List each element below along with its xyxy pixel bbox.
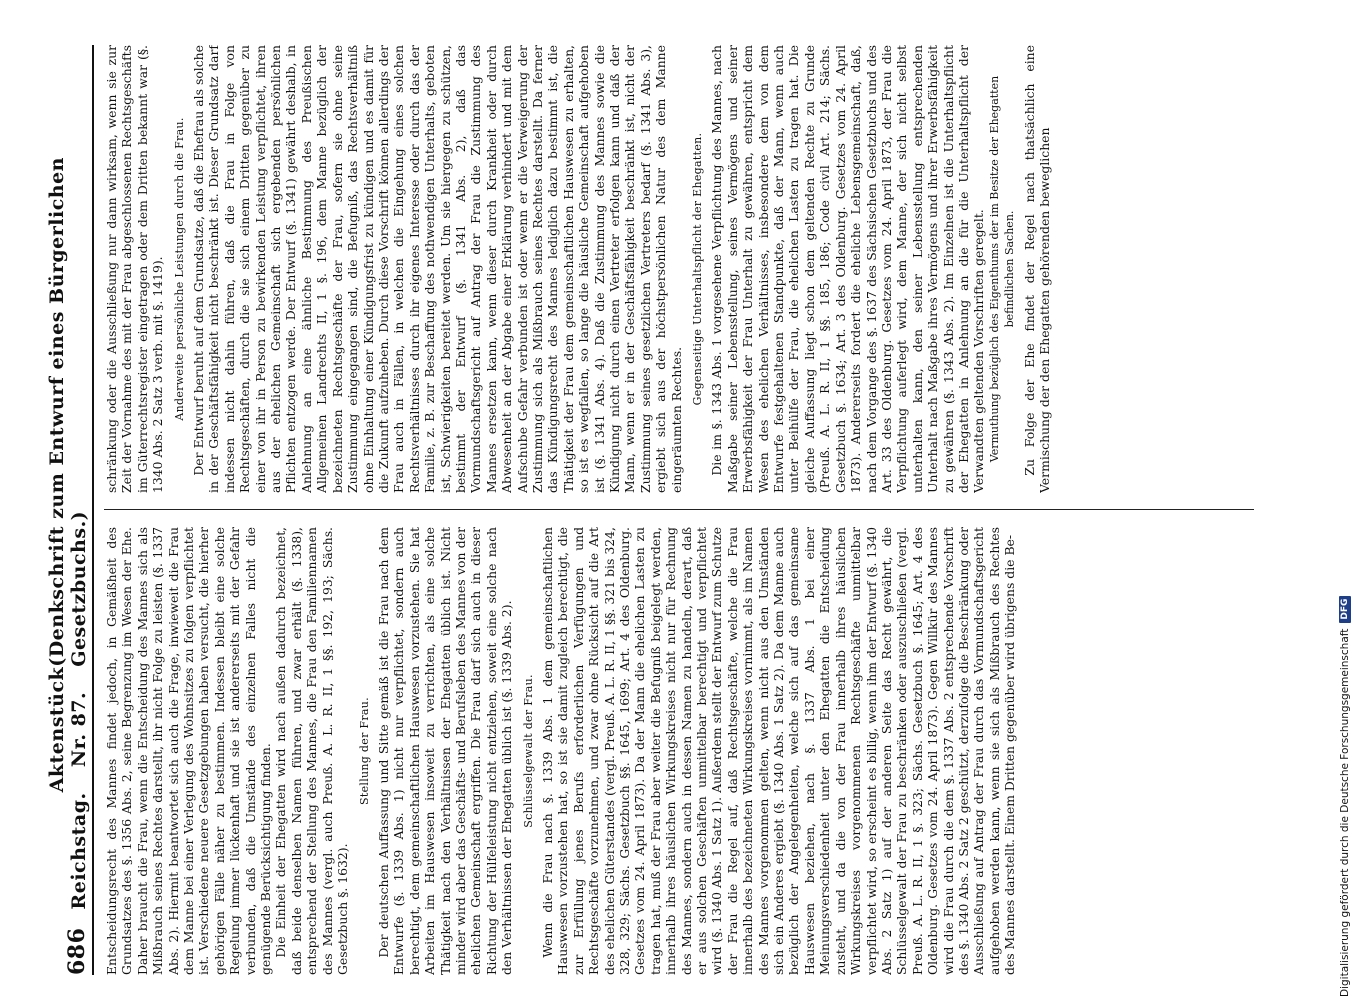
column-divider — [104, 509, 1254, 510]
digitization-text: Digitalisierung gefördert durch die Deutsche Forschungsgemeinschaft — [1339, 628, 1351, 997]
left-paragraph-1: Entscheidungsrecht des Mannes findet jedoch, in Gemäßheit des Grundsatzes des §. 1356 Abs. 2, seine Begrenzung im Wesen der Ehe. Daher braucht die Frau, wenn die Entscheidung des Mannes sich als Mißbrauch seines Rechtes darstellt, ihr nicht Folge zu leisten (§. 1337 Abs. 2). Hiermit beantwortet sich auch die Frage, inwieweit die Frau dem Manne bei einer Verlegung des Wohnsitzes zu folgen verpflichtet ist. Verschiedene neuere Gesetzgebungen haben versucht, die hierher gehörigen Fälle näher zu bestimmen. Indessen bleibt eine solche Regelung immer lückenhaft und sie ist andererseits mit der Gefahr verbunden, daß die Umstände des einzelnen Falles nicht die genügende Berücksichtigung finden. — [104, 527, 274, 975]
left-paragraph-3: Der deutschen Auffassung und Sitte gemäß ist die Frau nach dem Entwurfe (§. 1339 Abs. 1) nicht nur verpflichtet, sondern auch berechtigt, dem gemeinschaftlichen Hauswesen vorzustehen. Sie hat Arbeiten im Hauswesen insoweit zu verrichten, als eine solche Thätigkeit nach den Verhältnissen der Ehegatten üblich ist. Nicht minder wird aber das Geschäfts- und Berufsleben des Mannes von der ehelichen Gemeinschaft ergriffen. Die Frau darf sich auch in dieser Richtung der Hülfeleistung nicht entziehen, soweit eine solche nach den Verhältnissen der Ehegatten üblich ist (§. 1339 Abs. 2). — [375, 527, 515, 975]
dfg-logo: DFG — [1339, 596, 1351, 623]
page-header — [46, 45, 94, 975]
left-paragraph-2: Die Einheit der Ehegatten wird nach außen dadurch bezeichnet, daß beide denselben Namen führen, und zwar erhält (§. 1338), entsprechend der Stellung des Mannes, die Frau den Familiennamen des Mannes (vergl. auch Preuß. A. L. R. II, 1 §§. 192, 193; Sächs. Gesetzbuch §. 1632). — [273, 527, 351, 975]
right-subheading-3: Vermuthung bezüglich des Eigenthums der im Besitze der Ehegatten befindlichen Sachen. — [987, 75, 1017, 463]
header-title-right: (Denkschrift zum Entwurf eines Bürgerlichen Gesetzbuchs.) — [46, 157, 90, 667]
right-column — [104, 45, 1264, 493]
left-subheading-2: Schlüsselgewalt der Frau. — [521, 674, 535, 828]
left-column — [104, 527, 1264, 975]
right-paragraph-3: Die im §. 1343 Abs. 1 vorgesehene Verpflichtung des Mannes, nach Maßgabe seiner Lebensstellung, seines Vermögens und seiner Erwerbsfähigkeit der Frau Unterhalt zu gewähren, entspricht dem Wesen des ehelichen Verhältnisses, insbesondere dem von dem Entwurfe festgehaltenen Standpunkte, daß der Mann, wenn auch unter Beihülfe der Frau, die ehelichen Lasten zu tragen hat. Die gleiche Auffassung liegt schon dem geltenden Rechte zu Grunde (Preuß. A. L. R. II, 1 §§. 185, 186; Code civil Art. 214; Sächs. Gesetzbuch §. 1634; Art. 3 des Oldenburg. Gesetzes vom 24. April 1873). Andererseits fordert die eheliche Lebensgemeinschaft, daß, nach dem Vorgange des §. 1637 des Sächsischen Gesetzbuchs und des Art. 33 des Oldenburg. Gesetzes vom 24. April 1873, der Frau die Verpflichtung auferlegt wird, dem Manne, der sich nicht selbst unterhalten kann, den seiner Lebensstellung entsprechenden Unterhalt nach Maßgabe ihres Vermögens und ihrer Erwerbsfähigkeit zu gewähren (§. 1343 Abs. 2). Im Einzelnen ist die Unterhaltspflicht der Ehegatten in Anlehnung an die für die Unterhaltspflicht der Verwandten geltenden Vorschriften geregelt. — [709, 45, 987, 493]
header-title-mid: Aktenstück Nr. 87. — [46, 666, 90, 793]
document-page — [46, 45, 1270, 975]
right-paragraph-2: Der Entwurf beruht auf dem Grundsatze, daß die Ehefrau als solche in der Geschäftsfähigkeit nicht beschränkt ist. Dieser Grundsatz darf indessen nicht dahin führen, daß die Frau in Folge von Rechtsgeschäften, durch die sie sich einem Dritten gegenüber zu einer von ihr in Person zu bewirkenden Leistung verpflichtet, ihren aus der ehelichen Gemeinschaft sich ergebenden persönlichen Pflichten entzogen werde. Der Entwurf (§. 1341) gewährt deshalb, in Anlehnung an eine ähnliche Bestimmung des Preußischen Allgemeinen Landrechts II, 1 §. 196, dem Manne bezüglich der bezeichneten Rechtsgeschäfte der Frau, sofern sie ohne seine Zustimmung eingegangen sind, die Befugniß, das Rechtsverhältniß ohne Einhaltung einer Kündigungsfrist zu kündigen und es damit für die Zukunft aufzuheben. Durch diese Vorschrift können allerdings der Frau auch in Fällen, in welchen die Eingehung eines solchen Rechtsverhältnisses durch ihr eigenes Interesse oder durch das der Familie, z. B. zur Beschaffung des nothwendigen Unterhalts, geboten ist, Schwierigkeiten bereitet werden. Um sie hiergegen zu schützen, bestimmt der Entwurf (§. 1341 Abs. 2), daß das Vormundschaftsgericht auf Antrag der Frau die Zustimmung des Mannes ersetzen kann, wenn dieser durch Krankheit oder durch Abwesenheit an der Abgabe einer Erklärung verhindert und mit dem Aufschube Gefahr verbunden ist oder wenn er die Verweigerung der Zustimmung sich als Mißbrauch seines Rechtes darstellt. Da ferner das Kündigungsrecht des Mannes lediglich dazu bestimmt ist, die Thätigkeit der Frau dem gemeinschaftlichen Hauswesen zu erhalten, so ist es wegfallen, so lange die häusliche Gemeinschaft aufgehoben ist (§. 1341 Abs. 4). Daß die Zustimmung des Mannes sowie die Kündigung nicht durch einen Vertreter erfolgen kann und daß der Mann, wenn er in der Geschäftsfähigkeit beschränkt ist, nicht der Zustimmung seines gesetzlichen Vertreters bedarf (§. 1341 Abs. 3), ergiebt sich aus der höchstpersönlichen Natur des dem Manne eingeräumten Rechtes. — [191, 45, 684, 493]
page-number: 686 — [64, 927, 90, 975]
right-paragraph-4: Zu Folge der Ehe findet der Regel nach thatsächlich eine Vermischung der den Ehegatten gehörenden beweglichen — [1021, 45, 1052, 493]
right-subheading-1: Anderweite persönliche Leistungen durch die Frau. — [172, 117, 186, 421]
right-subheading-2: Gegenseitige Unterhaltspflicht der Ehegatten. — [691, 132, 705, 406]
header-title-left: Reichstag. — [68, 792, 90, 910]
digitization-note — [1339, 596, 1351, 997]
right-paragraph-1: schränkung oder die Ausschließung nur dann wirksam, wenn sie zur Zeit der Vornahme des mit der Frau abgeschlossenen Rechtsgeschäfts im Güterrechtsregister eingetragen oder dem Dritten bekannt war (§. 1340 Abs. 2 Satz 3 verb. mit §. 1419). — [104, 45, 166, 493]
left-subheading-1: Stellung der Frau. — [357, 697, 371, 805]
left-paragraph-4: Wenn die Frau nach §. 1339 Abs. 1 dem gemeinschaftlichen Hauswesen vorzustehen hat, so ist sie damit zugleich berechtigt, die zur Erfüllung jenes Berufs erforderlichen Verfügungen und Rechtsgeschäfte vorzunehmen, und zwar ohne Rücksicht auf die Art des ehelichen Güterstandes (vergl. Preuß. A. L. R. II, 1 §§. 321 bis 324, 328, 329; Sächs. Gesetzbuch §§. 1645, 1699; Art. 4 des Oldenburg. Gesetzes vom 24. April 1873). Da der Mann die ehelichen Lasten zu tragen hat, muß der Frau aber weiter die Befugniß beigelegt werden, innerhalb ihres häuslichen Wirkungskreises nicht nur für Rechnung des Mannes, sondern auch in dessen Namen zu handeln, derart, daß er aus solchen Geschäften unmittelbar berechtigt und verpflichtet wird (§. 1340 Abs. 1 Satz 1). Außerdem stellt der Entwurf zum Schutze der Frau die Regel auf, daß Rechtsgeschäfte, welche die Frau innerhalb des bezeichneten Wirkungskreises vornimmt, als im Namen des Mannes vorgenommen gelten, wenn nicht aus den Umständen sich ein Anderes ergiebt (§. 1340 Abs. 1 Satz 2). Da dem Manne auch bezüglich der Angelegenheiten, welche sich auf das gemeinsame Hauswesen beziehen, nach §. 1337 Abs. 1 bei einer Meinungsverschiedenheit unter den Ehegatten die Entscheidung zusteht, und da die von der Frau innerhalb ihres häuslichen Wirkungskreises vorgenommenen Rechtsgeschäfte unmittelbar verpflichtet wird, so erscheint es billig, wenn ihm der Entwurf (§. 1340 Abs. 2 Satz 1) auf der anderen Seite das Recht gewährt, die Schlüsselgewalt der Frau zu beschränken oder auszuschließen (vergl. Preuß. A. L. R. II, 1 §. 323; Sächs. Gesetzbuch §. 1645; Art. 4 des Oldenburg. Gesetzes vom 24. April 1873). Gegen Willkür des Mannes wird die Frau durch die dem §. 1337 Abs. 2 entsprechende Vorschrift des §. 1340 Abs. 2 Satz 2 geschützt, derzufolge die Beschränkung oder Ausschließung auf Antrag der Frau durch das Vormundschaftsgericht aufgehoben werden kann, wenn sie sich als Mißbrauch des Rechtes des Mannes darstellt. Einem Dritten gegenüber wird übrigens die Be- — [539, 527, 1018, 975]
